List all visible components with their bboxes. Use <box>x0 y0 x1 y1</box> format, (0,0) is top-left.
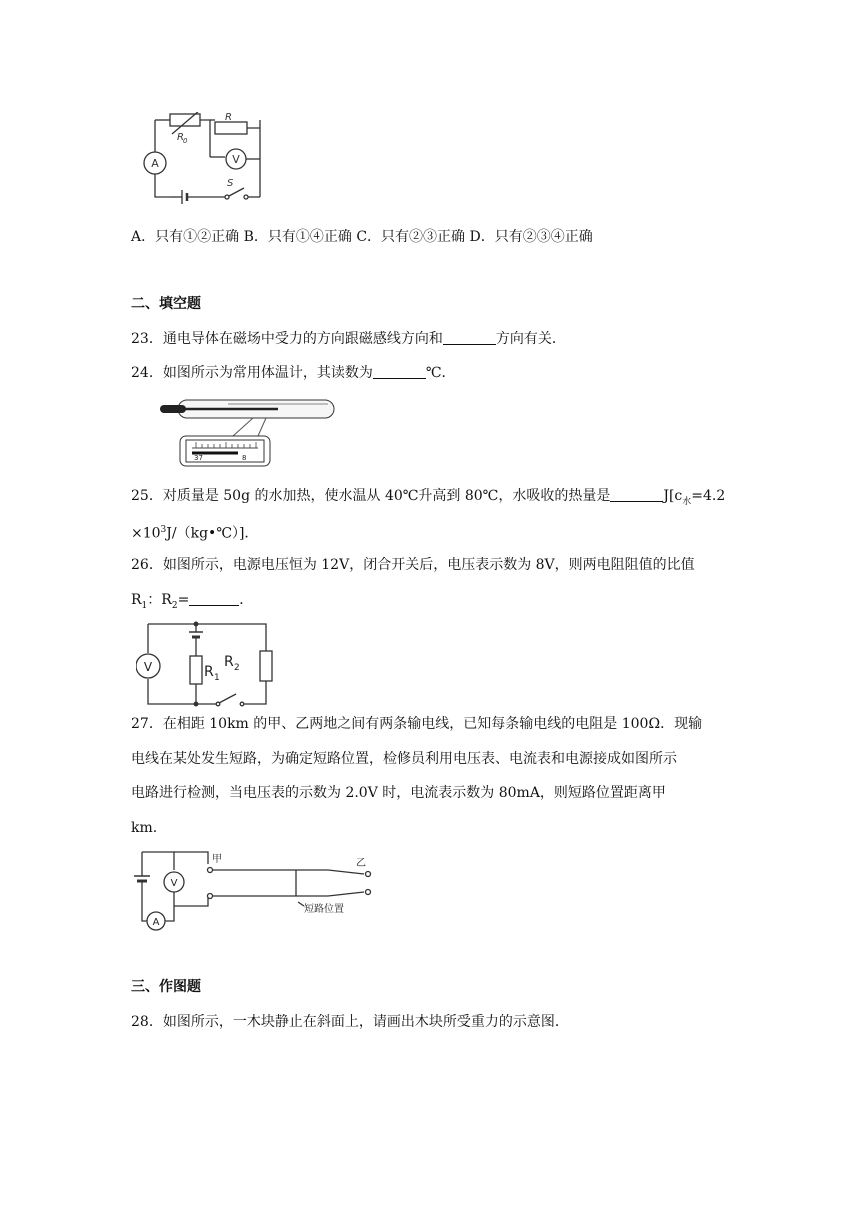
q25-text-after: J[c <box>663 488 683 504</box>
q23-text-after: 方向有关． <box>495 331 566 347</box>
q26-sep: ：R <box>147 592 172 608</box>
option-a: A．只有①②正确 <box>131 229 240 245</box>
q24-text-after: ℃． <box>425 365 456 381</box>
question-23 <box>131 329 566 349</box>
q26-r1-label-sub: 1 <box>214 673 220 683</box>
thermometer-figure <box>158 396 338 471</box>
q25-text-tail: =4.2 <box>691 488 726 504</box>
q24-text-before: 24．如图所示为常用体温计，其读数为 <box>131 365 373 381</box>
q26-answer-blank[interactable] <box>189 591 239 606</box>
question-28: 28．如图所示，一木块静止在斜面上，请画出木块所受重力的示意图． <box>131 1014 569 1030</box>
q22-circuit-diagram <box>130 112 270 212</box>
q25-text-before: 25．对质量是 50g 的水加热，使水温从 40℃升高到 80℃，水吸收的热量是 <box>131 488 611 504</box>
question-27-line-3: 电路进行检测，当电压表的示数为 2.0V 时，电流表示数为 80mA，则短路位置距离甲 <box>131 785 666 801</box>
q23-text-before: 23．通电导体在磁场中受力的方向跟磁感线方向和 <box>131 331 443 347</box>
q25-superscript: 3 <box>160 525 167 535</box>
rheostat-label-sub: 0 <box>183 137 188 145</box>
q26-circuit-diagram <box>136 616 276 708</box>
option-d: D．只有②③④正确 <box>469 229 593 245</box>
question-25-line-1 <box>131 486 725 512</box>
q26-r1-sub: 1 <box>141 600 148 611</box>
question-25-line-2 <box>131 520 258 544</box>
question-26-line-1: 26．如图所示，电源电压恒为 12V，闭合开关后，电压表示数为 8V，则两电阻阻值的比值 <box>131 557 695 573</box>
switch-label: S <box>227 178 234 189</box>
q27-ammeter-label: A <box>152 917 160 928</box>
scale-label-8: 8 <box>242 454 247 462</box>
ammeter-label: A <box>151 157 159 170</box>
voltmeter-label: V <box>232 153 240 166</box>
location-yi-label: 乙 <box>356 858 366 869</box>
q26-r1: R <box>131 592 142 608</box>
q27-circuit-diagram <box>128 846 378 934</box>
question-24 <box>131 363 456 383</box>
q25-line2-after: J/（kg•℃）]． <box>166 525 259 542</box>
option-c: C．只有②③正确 <box>356 229 466 245</box>
q26-eq: = <box>177 592 190 608</box>
q26-r2-sub: 2 <box>171 600 178 611</box>
q23-answer-blank[interactable] <box>443 330 496 345</box>
location-jia-label: 甲 <box>212 854 222 865</box>
q25-answer-blank[interactable] <box>610 487 663 502</box>
q26-r1-label: R <box>204 664 214 680</box>
question-26-line-2 <box>131 590 253 616</box>
q26-voltmeter-label: V <box>143 660 153 674</box>
short-position-label: 短路位置 <box>304 904 344 915</box>
section-2-heading: 二、填空题 <box>131 296 201 312</box>
q24-answer-blank[interactable] <box>373 364 426 379</box>
q25-subscript: 水 <box>682 496 692 507</box>
q26-end: ． <box>239 592 254 608</box>
section-3-heading: 三、作图题 <box>131 979 201 995</box>
rheostat-label: R <box>177 132 184 143</box>
q27-voltmeter-label: V <box>170 878 178 889</box>
scale-label-37: 37 <box>194 454 203 462</box>
option-b: B．只有①④正确 <box>243 229 352 245</box>
q22-options <box>131 227 593 247</box>
q26-r2-label: R <box>224 654 234 670</box>
question-27-line-1: 27．在相距 10km 的甲、乙两地之间有两条输电线，已知每条输电线的电阻是 100Ω．现输 <box>131 716 703 732</box>
q25-line2-before: ×10 <box>131 525 161 542</box>
question-27-line-4: km. <box>131 820 158 836</box>
question-27-line-2: 电线在某处发生短路，为确定短路位置，检修员利用电压表、电流表和电源接成如图所示 <box>131 751 677 767</box>
q26-r2-label-sub: 2 <box>234 663 240 673</box>
resistor-label: R <box>225 112 232 123</box>
